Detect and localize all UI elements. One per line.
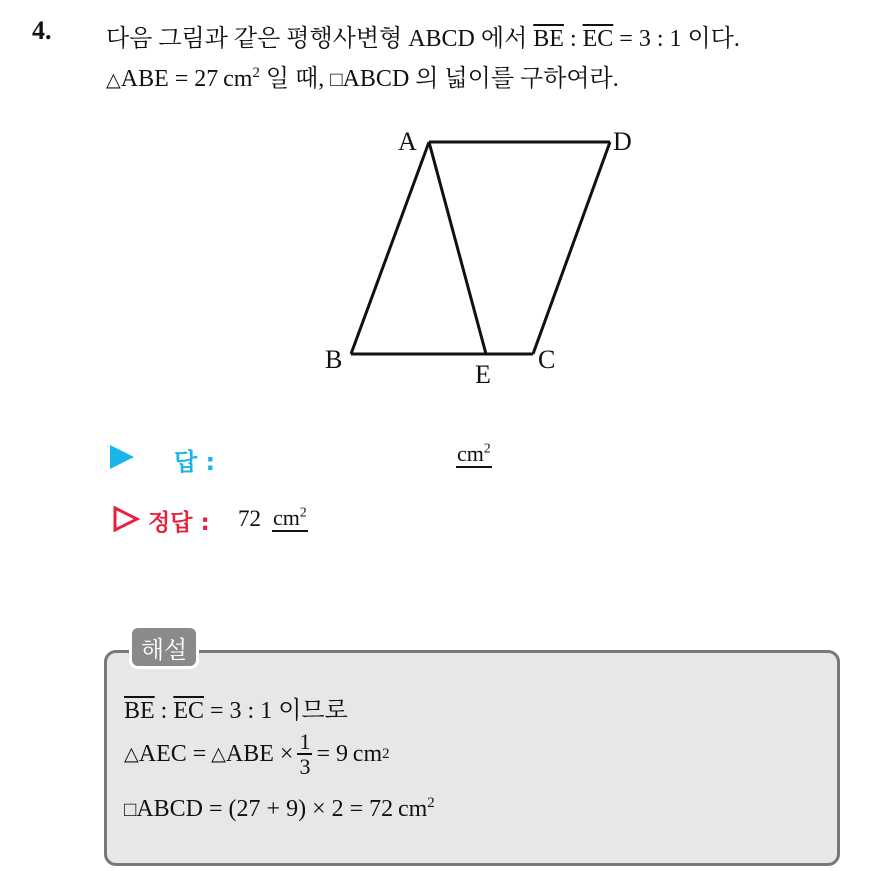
- exp-line2-b: ABE ×: [225, 740, 294, 767]
- correct-answer-value: 72: [238, 506, 261, 531]
- question-text-1b: = 3 : 1 이다.: [613, 26, 740, 52]
- question-text-1a: 다음 그림과 같은 평행사변형 ABCD 에서: [106, 26, 534, 52]
- exp-segment-be: $\overline{BE}$: [124, 698, 155, 724]
- ratio-colon: :: [563, 26, 583, 52]
- outline-play-icon: [112, 505, 140, 533]
- answer-unit-text: cm: [457, 441, 484, 466]
- fraction-numerator: 1: [299, 729, 311, 754]
- fraction-one-third: [297, 730, 312, 778]
- exp-line2-unit: cm: [352, 740, 383, 767]
- correct-answer-label: 정답 :: [148, 510, 210, 536]
- vertex-label-c: C: [538, 345, 556, 374]
- exp-line2-c: = 9: [316, 740, 348, 767]
- exp-line1-rest: = 3 : 1 이므로: [204, 698, 348, 724]
- fraction-denominator: 3: [299, 754, 311, 780]
- answer-row: [110, 440, 134, 474]
- question-line-2: [106, 58, 619, 93]
- exp-line3-unit: cm: [397, 796, 428, 822]
- play-icon: [110, 445, 134, 469]
- unit-cm: cm: [223, 66, 253, 92]
- answer-unit[interactable]: [456, 442, 492, 468]
- question-number: 4.: [32, 16, 52, 45]
- parallelogram-figure: [300, 118, 632, 398]
- segment-ec: $\overline{EC}$: [582, 26, 614, 52]
- exp-triangle-symbol-1: △: [124, 744, 139, 766]
- exp-triangle-symbol-2: △: [211, 744, 226, 766]
- question-text-2c: ABCD 의 넓이를 구하여라.: [342, 66, 619, 92]
- answer-label: 답 :: [174, 448, 216, 476]
- explanation-tab: 해설: [129, 625, 199, 669]
- answer-unit-exponent: 2: [483, 440, 491, 456]
- exp-line3-exponent: 2: [427, 794, 435, 811]
- edge-ae: [429, 142, 486, 354]
- correct-unit-exponent: 2: [299, 504, 307, 520]
- square-symbol: □: [330, 69, 343, 91]
- exp-segment-ec: $\overline{EC}$: [173, 698, 205, 724]
- question-line-1: [106, 18, 740, 53]
- unit-exponent: 2: [252, 64, 260, 81]
- correct-unit-text: cm: [273, 505, 300, 530]
- question-text-2a: ABE = 27: [120, 66, 219, 92]
- exp-ratio-colon: :: [154, 698, 174, 724]
- exp-line2-a: AEC =: [138, 740, 207, 767]
- edge-ab: [351, 142, 429, 354]
- triangle-symbol: △: [106, 70, 121, 91]
- explanation-line-2: △ AEC = △ ABE × $\frac{1}{3}$ = 9 cm 2: [124, 729, 390, 780]
- explanation-line-3: [124, 796, 435, 823]
- question-text-2b: 일 때,: [259, 66, 331, 92]
- vertex-label-e: E: [475, 360, 491, 389]
- vertex-label-b: B: [325, 345, 343, 374]
- exp-line3-a: ABCD = (27 + 9) × 2 = 72: [136, 796, 394, 822]
- edge-dc: [533, 142, 610, 354]
- explanation-line-1: [124, 690, 348, 725]
- vertex-label-d: D: [613, 127, 632, 156]
- exp-square-symbol: □: [124, 799, 137, 821]
- vertex-label-a: A: [398, 127, 417, 156]
- correct-answer-unit: [272, 506, 308, 532]
- segment-be: $\overline{BE}$: [533, 26, 564, 52]
